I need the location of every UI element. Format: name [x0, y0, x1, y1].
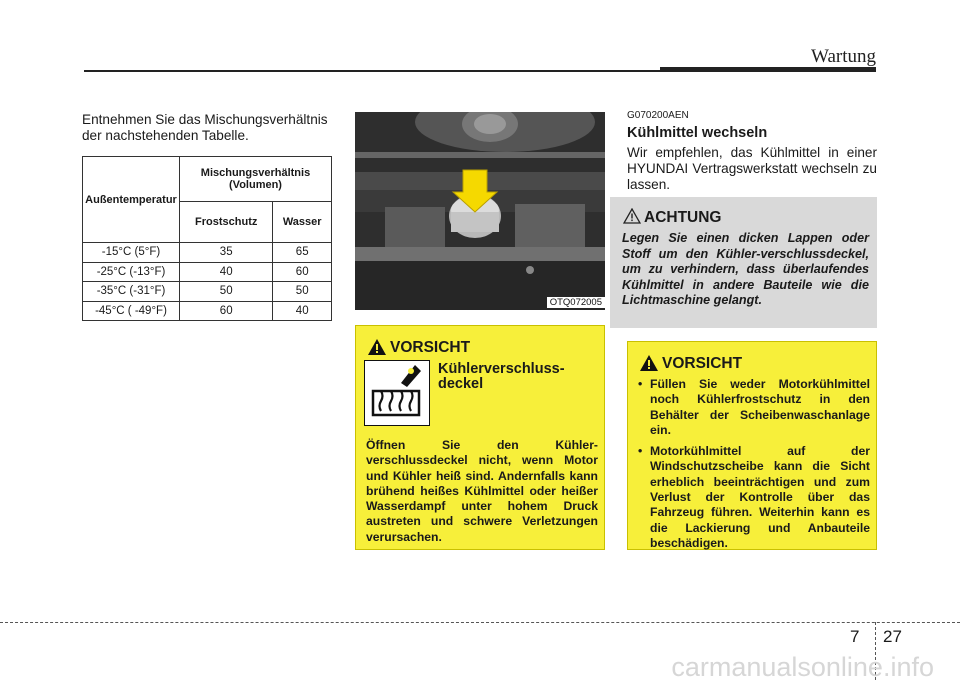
caution-box-radiator-cap	[355, 325, 605, 550]
list-item: • Motorkühlmittel auf der Windschutzscheibe kann die Sicht erheblich beeinträchtigen und zum Verlust der Kontrolle über das Fahrzeug führen. Weiterhin kann es die Lackierung und Anbauteile beschädigen.	[638, 444, 870, 551]
section-code: G070200AEN	[627, 110, 689, 121]
cell-temp: -15°C (5°F)	[83, 243, 180, 263]
radiator-cap-heading: Kühlerverschluss-deckel	[438, 361, 565, 392]
section-title: Wartung	[811, 46, 876, 67]
table-row	[83, 262, 332, 282]
table-row	[83, 243, 332, 263]
caution-box-washer	[627, 341, 877, 550]
warning-triangle-icon	[368, 339, 386, 355]
notice-title: ACHTUNG	[644, 209, 722, 226]
header-water: Wasser	[273, 202, 332, 243]
notice-triangle-icon	[623, 208, 641, 224]
cell-water: 50	[273, 282, 332, 302]
header-outside-temp: Außentemperatur	[83, 157, 180, 243]
photo-caption: OTQ072005	[547, 297, 605, 308]
header-mixing-ratio: Mischungsverhältnis (Volumen)	[180, 157, 332, 202]
cell-antifreeze: 50	[180, 282, 273, 302]
cell-water: 40	[273, 301, 332, 321]
coolant-change-text: Wir empfehlen, das Kühlmittel in einer HYUNDAI Vertragswerkstatt wechseln zu lassen.	[627, 145, 877, 192]
footer-rule	[0, 622, 960, 623]
cell-antifreeze: 35	[180, 243, 273, 263]
chapter-number: 7	[850, 627, 860, 646]
table-row	[83, 282, 332, 302]
coolant-change-heading: Kühlmittel wechseln	[627, 125, 768, 141]
list-item: • Füllen Sie weder Motorkühlmittel noch Kühlerfrostschutz in den Behälter der Scheibenwaschanlage ein.	[638, 377, 870, 438]
page-number: 27	[883, 627, 902, 646]
caution-title: VORSICHT	[390, 339, 471, 356]
watermark-text: carmanualsonline.info	[671, 652, 934, 682]
cell-temp: -35°C (-31°F)	[83, 282, 180, 302]
radiator-cap-warning-text: Öffnen Sie den Kühler-verschlussdeckel nicht, wenn Motor und Kühler heiß sind. Andernfalls kann brühend heißes Kühlmittel oder heißer Wasserdampf unter hohem Druck austreten und schwere Verletzungen verursachen.	[366, 438, 598, 544]
header-rule-accent	[660, 67, 876, 72]
header-antifreeze: Frostschutz	[180, 202, 273, 243]
cell-antifreeze: 40	[180, 262, 273, 282]
caution-bullet-list	[638, 377, 870, 557]
intro-text: Entnehmen Sie das Mischungsverhältnis der nachstehenden Tabelle.	[82, 112, 328, 143]
cell-temp: -45°C ( -49°F)	[83, 301, 180, 321]
cell-antifreeze: 60	[180, 301, 273, 321]
radiator-cap-photo	[355, 112, 605, 310]
notice-box	[610, 197, 877, 328]
hot-steam-icon	[364, 360, 430, 426]
caution-title: VORSICHT	[662, 355, 743, 372]
warning-triangle-icon	[640, 355, 658, 371]
mixing-ratio-table	[82, 156, 332, 321]
cell-water: 65	[273, 243, 332, 263]
cell-water: 60	[273, 262, 332, 282]
notice-text: Legen Sie einen dicken Lappen oder Stoff um den Kühler-verschlussdeckel, um zu verhindern, dass überlaufendes Kühlmittel in andere Bauteile wie die Lichtmaschine gelangt.	[622, 231, 869, 308]
cell-temp: -25°C (-13°F)	[83, 262, 180, 282]
table-row	[83, 301, 332, 321]
engine-bay-illustration	[355, 112, 605, 310]
